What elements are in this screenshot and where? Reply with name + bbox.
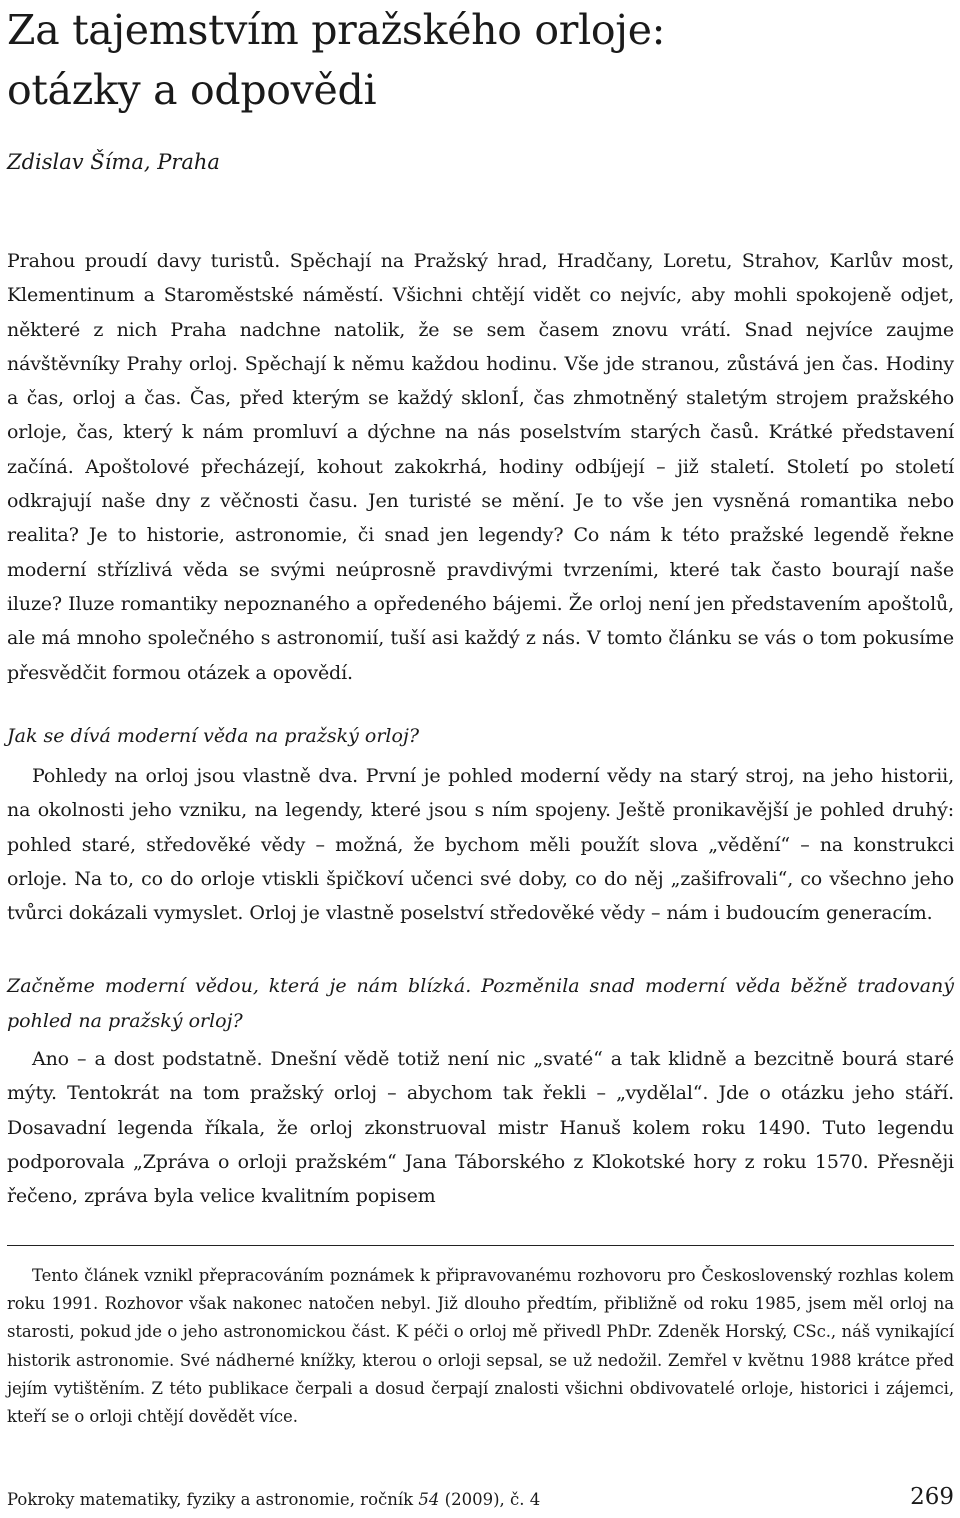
journal-name: Pokroky matematiky, fyziky a astronomie, ročník xyxy=(7,1490,419,1509)
author-line: Zdislav Šíma, Praha xyxy=(7,150,220,174)
journal-citation xyxy=(7,1490,540,1509)
question-2: Začněme moderní vědou, která je nám blízká. Pozměnila snad moderní věda běžně tradovaný pohled na pražský orloj? xyxy=(7,975,954,1032)
title-line-1: Za tajemstvím pražského orloje: xyxy=(7,6,666,54)
title-line-2: otázky a odpovědi xyxy=(7,66,377,114)
article-title xyxy=(7,0,954,120)
question-1: Jak se dívá moderní věda na pražský orloj? xyxy=(7,725,420,747)
answer-2-paragraph: Ano – a dost podstatně. Dnešní vědě totiž není nic „svaté“ a tak klidně a bezcitně bourá staré mýty. Tentokrát na tom pražský orloj – abychom tak řekli – „vydělal“. Jde o otázku jeho stáří. Dosavadní legenda říkala, že orloj zkonstruoval mistr Hanuš kolem roku 1490. Tuto legendu podporovala „Zpráva o orloji pražském“ Jana Táborského z Klokotské hory z roku 1570. Přesněji řečeno, zpráva byla velice kvalitním popisem xyxy=(7,1048,954,1208)
page-number: 269 xyxy=(910,1484,954,1510)
page-footer xyxy=(7,1484,954,1518)
journal-issue: (2009), č. 4 xyxy=(439,1490,541,1509)
journal-volume: 54 xyxy=(418,1490,440,1509)
footnote: Tento článek vznikl přepracováním poznámek k připravovanému rozhovoru pro Československý rozhlas kolem roku 1991. Rozhovor však nakonec natočen nebyl. Již dlouho předtím, přibližně od roku 1985, jsem měl orloj na starosti, pokud jde o jeho astronomickou část. K péči o orloj mě přivedl PhDr. Zdeněk Horský, CSc., náš vynikající historik astronomie. Své nádherné knížky, kterou o orloji sepsal, se už nedožil. Zemřel v květnu 1988 krátce před jejím vytištěním. Z této publikace čerpali a dosud čerpají znalosti všichni obdivovatelé orloje, historici i zájemci, kteří se o orloji chtějí dovědět více. xyxy=(7,1266,954,1427)
article-page xyxy=(7,0,954,1510)
answer-1-paragraph: Pohledy na orloj jsou vlastně dva. První je pohled moderní vědy na starý stroj, na jeho historii, na okolnosti jeho vzniku, na legendy, které jsou s ním spojeny. Ještě pronikavější je pohled druhý: pohled staré, středověké vědy – možná, že bychom měli použít slova „vědění“ – na konstrukci orloje. Na to, co do orloje vtiskli špičkoví učenci své doby, co do něj „zašifrovali“, co všechno jeho tvůrci dokázali vymyslet. Orloj je vlastně poselství středověké vědy – nám i budoucím generacím. xyxy=(7,765,954,925)
footnote-separator xyxy=(7,1245,954,1246)
intro-paragraph: Prahou proudí davy turistů. Spěchají na Pražský hrad, Hradčany, Loretu, Strahov, Karlův most, Klementinum a Staroměstské náměstí. Všichni chtějí vidět co nejvíc, aby mohli spokojeně odjet, některé z nich Praha nadchne natolik, že se sem časem znovu vrátí. Snad nejvíce zaujme návštěvníky Prahy orloj. Spěchají k němu každou hodinu. Vše jde stranou, zůstává jen čas. Hodiny a čas, orloj a čas. Čas, před kterým se každý sklonÍ, čas zhmotněný staletým strojem pražského orloje, čas, který k nám promluví a dýchne na nás poselstvím starých časů. Krátké představení začíná. Apoštolové přecházejí, kohout zakokrhá, hodiny odbíjejí – již staletí. Století po století odkrajují naše dny z věčnosti času. Jen turisté se mění. Je to vše jen vysněná romantika nebo realita? Je to historie, astronomie, či snad jen legendy? Co nám k této pražské legendě řekne moderní střízlivá věda se svými neúprosně pravdivými tvrzeními, které tak často bourají naše iluze? Iluze romantiky nepoznaného a opředeného bájemi. Že orloj není jen představením apoštolů, ale má mnoho společného s astronomií, tuší asi každý z nás. V tomto článku se vás o tom pokusíme přesvědčit formou otázek a opovědí. xyxy=(7,250,954,684)
